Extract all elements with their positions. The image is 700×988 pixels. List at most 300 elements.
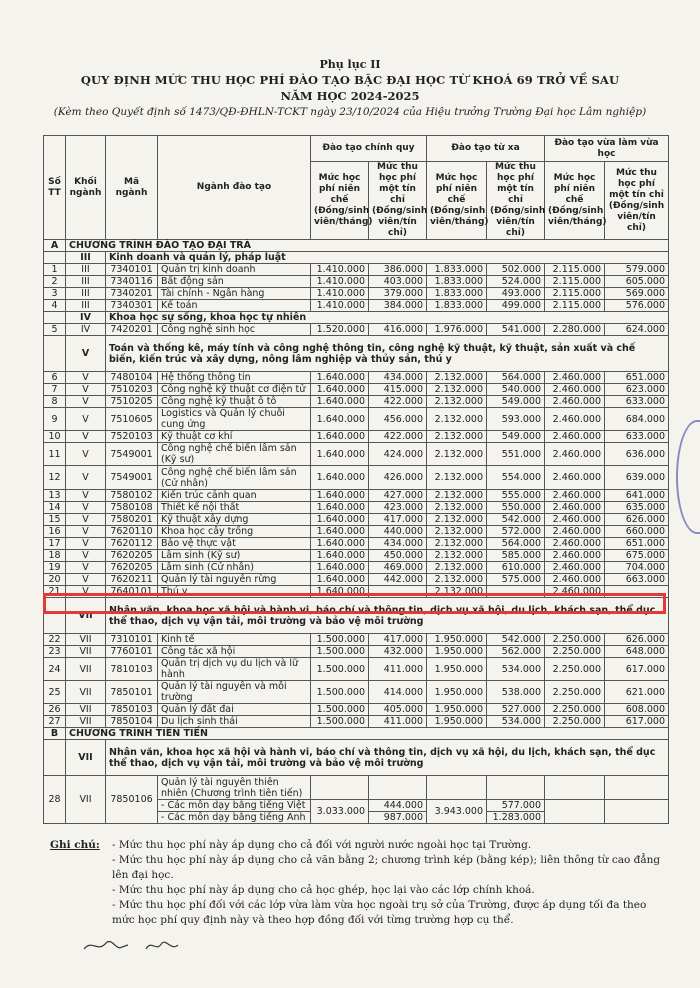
cell-sub-label: - Các môn dạy bằng tiếng Anh — [158, 812, 311, 824]
cell-vlvh-tin-chi: 605.000 — [605, 276, 669, 288]
cell-khoi: III — [66, 264, 106, 276]
section-code: B — [44, 728, 66, 740]
blank-cell — [44, 312, 66, 324]
cell-vlvh-tin-chi: 626.000 — [605, 514, 669, 526]
blank-cell — [545, 800, 605, 824]
cell-ma: 7810103 — [106, 658, 158, 681]
cell-cq-tin-chi: 422.000 — [369, 431, 427, 443]
table-row — [44, 324, 669, 336]
cell-vlvh-nien-che: 2.460.000 — [545, 550, 605, 562]
blank-cell — [311, 776, 369, 800]
cell-cq-tin-chi: 411.000 — [369, 658, 427, 681]
cell-nganh: Kế toán — [158, 300, 311, 312]
cell-cq-tin-chi: 456.000 — [369, 408, 427, 431]
cell-tx-tin-chi: 534.000 — [487, 716, 545, 728]
cell-stt: 5 — [44, 324, 66, 336]
col-header-stt: Số TT — [44, 136, 66, 240]
cell-vlvh-tin-chi: 635.000 — [605, 502, 669, 514]
col-header-vua-lam: Đào tạo vừa làm vừa học — [545, 136, 669, 162]
blank-cell — [369, 776, 427, 800]
group-title: Nhân văn, khoa học xã hội và hành vi, báo chí và thông tin, dịch vụ xã hội, du lịch, khách sạn, thể dục thể thao, dịch vụ vận tải, môi trường và bảo vệ môi trường — [106, 598, 669, 634]
cell-cq-tin-chi: 414.000 — [369, 681, 427, 704]
cell-khoi: V — [66, 514, 106, 526]
cell-cq-tin-chi: 987.000 — [369, 812, 427, 824]
table-row — [44, 526, 669, 538]
group-title: Khoa học sự sống, khoa học tự nhiên — [106, 312, 669, 324]
cell-khoi: V — [66, 466, 106, 490]
cell-tx-tin-chi: 577.000 — [487, 800, 545, 812]
cell-stt: 11 — [44, 443, 66, 466]
cell-khoi: V — [66, 372, 106, 384]
table-row — [44, 288, 669, 300]
cell-stt: 18 — [44, 550, 66, 562]
cell-cq-nien-che: 1.500.000 — [311, 704, 369, 716]
cell-stt: 22 — [44, 634, 66, 646]
cell-vlvh-tin-chi: 651.000 — [605, 538, 669, 550]
cell-nganh: Công nghệ chế biến lâm sản (Kỹ sư) — [158, 443, 311, 466]
table-row — [44, 384, 669, 396]
cell-ma: 7480104 — [106, 372, 158, 384]
cell-vlvh-nien-che: 2.460.000 — [545, 586, 605, 598]
cell-ma: 7510205 — [106, 396, 158, 408]
cell-vlvh-nien-che: 2.250.000 — [545, 704, 605, 716]
cell-stt: 17 — [44, 538, 66, 550]
table-row — [44, 538, 669, 550]
cell-vlvh-nien-che: 2.460.000 — [545, 514, 605, 526]
cell-ma: 7620205 — [106, 550, 158, 562]
cell-cq-nien-che: 1.500.000 — [311, 658, 369, 681]
cell-vlvh-nien-che: 2.460.000 — [545, 384, 605, 396]
cell-khoi: V — [66, 443, 106, 466]
cell-nganh: Lâm sinh (Cử nhân) — [158, 562, 311, 574]
cell-stt: 21 — [44, 586, 66, 598]
table-row — [44, 634, 669, 646]
cell-vlvh-nien-che: 2.460.000 — [545, 466, 605, 490]
cell-khoi: V — [66, 550, 106, 562]
cell-stt: 8 — [44, 396, 66, 408]
cell-cq-tin-chi: 427.000 — [369, 490, 427, 502]
signature-scribble — [82, 935, 192, 957]
cell-stt: 24 — [44, 658, 66, 681]
cell-ma: 7580108 — [106, 502, 158, 514]
group-code: V — [66, 336, 106, 372]
group-code: III — [66, 252, 106, 264]
document-title: QUY ĐỊNH MỨC THU HỌC PHÍ ĐÀO TẠO BẬC ĐẠI HỌC TỪ KHOÁ 69 TRỞ VỀ SAU — [80, 73, 620, 87]
cell-tx-tin-chi: 564.000 — [487, 538, 545, 550]
cell-cq-tin-chi: 411.000 — [369, 716, 427, 728]
cell-tx-tin-chi: 542.000 — [487, 634, 545, 646]
table-row — [44, 681, 669, 704]
cell-tx-tin-chi: 541.000 — [487, 324, 545, 336]
cell-tx-nien-che: 2.132.000 — [427, 466, 487, 490]
cell-khoi: VII — [66, 776, 106, 824]
cell-cq-nien-che: 1.500.000 — [311, 646, 369, 658]
cell-tx-tin-chi: 499.000 — [487, 300, 545, 312]
cell-tx-tin-chi: 538.000 — [487, 681, 545, 704]
cell-stt: 19 — [44, 562, 66, 574]
cell-tx-nien-che: 2.132.000 — [427, 408, 487, 431]
cell-tx-tin-chi: 534.000 — [487, 658, 545, 681]
table-row — [44, 466, 669, 490]
cell-nganh: Du lịch sinh thái — [158, 716, 311, 728]
cell-nganh: Tài chính - Ngân hàng — [158, 288, 311, 300]
cell-cq-tin-chi — [369, 586, 427, 598]
note-item: - Mức thu học phí đối với các lớp vừa làm vừa học ngoài trụ sở của Trường, được áp dụng tối đa theo mức học phí quy định này và theo hợp đồng đối với từng trường hợp cụ thể. — [112, 899, 647, 926]
cell-cq-tin-chi: 416.000 — [369, 324, 427, 336]
table-row — [44, 574, 669, 586]
cell-nganh: Kỹ thuật xây dựng — [158, 514, 311, 526]
section-row — [44, 312, 669, 324]
cell-cq-nien-che: 1.640.000 — [311, 538, 369, 550]
cell-tx-nien-che: 2.132.000 — [427, 502, 487, 514]
cell-vlvh-tin-chi: 639.000 — [605, 466, 669, 490]
cell-ma: 7620110 — [106, 526, 158, 538]
blank-cell — [44, 252, 66, 264]
cell-cq-nien-che: 3.033.000 — [311, 800, 369, 824]
cell-tx-tin-chi: 540.000 — [487, 384, 545, 396]
cell-cq-nien-che: 1.500.000 — [311, 681, 369, 704]
cell-cq-nien-che: 1.640.000 — [311, 384, 369, 396]
school-year: NĂM HỌC 2024-2025 — [280, 89, 420, 103]
cell-tx-tin-chi: 549.000 — [487, 431, 545, 443]
cell-khoi: VII — [66, 704, 106, 716]
cell-ma: 7620112 — [106, 538, 158, 550]
cell-khoi: VII — [66, 634, 106, 646]
cell-tx-tin-chi: 493.000 — [487, 288, 545, 300]
col-header-tin-chi: Mức thu học phí một tín chỉ (Đồng/sinh viên/tín chỉ) — [369, 162, 427, 240]
cell-cq-tin-chi: 442.000 — [369, 574, 427, 586]
cell-stt: 4 — [44, 300, 66, 312]
cell-stt: 1 — [44, 264, 66, 276]
cell-cq-nien-che: 1.640.000 — [311, 514, 369, 526]
table-row — [44, 586, 669, 598]
cell-tx-nien-che: 2.132.000 — [427, 526, 487, 538]
cell-vlvh-nien-che: 2.460.000 — [545, 372, 605, 384]
cell-tx-nien-che: 2.132.000 — [427, 490, 487, 502]
cell-vlvh-nien-che: 2.460.000 — [545, 490, 605, 502]
cell-cq-nien-che: 1.410.000 — [311, 276, 369, 288]
cell-ma: 7580201 — [106, 514, 158, 526]
col-header-chinh-quy: Đào tạo chính quy — [311, 136, 427, 162]
cell-ma: 7340201 — [106, 288, 158, 300]
cell-tx-nien-che: 1.950.000 — [427, 716, 487, 728]
cell-vlvh-nien-che: 2.250.000 — [545, 634, 605, 646]
cell-ma: 7510203 — [106, 384, 158, 396]
cell-tx-nien-che: 1.950.000 — [427, 704, 487, 716]
cell-nganh: Công nghệ kỹ thuật cơ điện tử — [158, 384, 311, 396]
cell-tx-tin-chi: 554.000 — [487, 466, 545, 490]
cell-tx-nien-che: 1.833.000 — [427, 300, 487, 312]
cell-stt: 25 — [44, 681, 66, 704]
cell-khoi: V — [66, 586, 106, 598]
note-item: - Mức thu học phí này áp dụng cho cả đối với người nước ngoài học tại Trường. — [112, 839, 532, 851]
col-header-tu-xa: Đào tạo từ xa — [427, 136, 545, 162]
cell-stt: 27 — [44, 716, 66, 728]
cell-vlvh-nien-che: 2.250.000 — [545, 716, 605, 728]
cell-vlvh-tin-chi: 651.000 — [605, 372, 669, 384]
cell-cq-tin-chi: 432.000 — [369, 646, 427, 658]
decision-note: (Kèm theo Quyết định số 1473/QĐ-ĐHLN-TCKT ngày 23/10/2024 của Hiệu trưởng Trường Đại học Lâm nghiệp) — [53, 106, 647, 118]
blank-cell — [605, 800, 669, 824]
cell-ma: 7850104 — [106, 716, 158, 728]
cell-sub-label: - Các môn dạy bằng tiếng Việt — [158, 800, 311, 812]
cell-cq-tin-chi: 440.000 — [369, 526, 427, 538]
cell-cq-nien-che: 1.640.000 — [311, 396, 369, 408]
cell-cq-nien-che: 1.640.000 — [311, 490, 369, 502]
fee-table — [43, 135, 669, 824]
cell-tx-tin-chi: 564.000 — [487, 372, 545, 384]
cell-vlvh-nien-che: 2.460.000 — [545, 574, 605, 586]
cell-tx-nien-che: 2.132.000 — [427, 562, 487, 574]
cell-vlvh-tin-chi: 633.000 — [605, 431, 669, 443]
cell-cq-tin-chi: 384.000 — [369, 300, 427, 312]
cell-vlvh-tin-chi: 608.000 — [605, 704, 669, 716]
cell-nganh: Bảo vệ thực vật — [158, 538, 311, 550]
cell-vlvh-tin-chi: 617.000 — [605, 658, 669, 681]
cell-nganh: Hệ thống thông tin — [158, 372, 311, 384]
cell-cq-nien-che: 1.410.000 — [311, 288, 369, 300]
cell-cq-tin-chi: 415.000 — [369, 384, 427, 396]
cell-nganh: Quản lý tài nguyên thiên nhiên (Chương trình tiên tiến) — [158, 776, 311, 800]
cell-cq-tin-chi: 424.000 — [369, 443, 427, 466]
cell-khoi: V — [66, 502, 106, 514]
blank-cell — [44, 740, 66, 776]
cell-stt: 14 — [44, 502, 66, 514]
cell-cq-nien-che: 1.640.000 — [311, 574, 369, 586]
cell-vlvh-nien-che: 2.115.000 — [545, 276, 605, 288]
cell-ma: 7340116 — [106, 276, 158, 288]
cell-tx-tin-chi: 610.000 — [487, 562, 545, 574]
table-row — [44, 716, 669, 728]
cell-khoi: VII — [66, 658, 106, 681]
cell-ma: 7510605 — [106, 408, 158, 431]
col-header-nien-che: Mức học phí niên chế (Đồng/sinh viên/tháng) — [545, 162, 605, 240]
table-row — [44, 408, 669, 431]
cell-vlvh-nien-che: 2.280.000 — [545, 324, 605, 336]
cell-stt: 9 — [44, 408, 66, 431]
table-row — [44, 502, 669, 514]
blank-cell — [487, 776, 545, 800]
cell-ma: 7549001 — [106, 443, 158, 466]
cell-khoi: VII — [66, 716, 106, 728]
cell-stt: 20 — [44, 574, 66, 586]
cell-cq-tin-chi: 417.000 — [369, 514, 427, 526]
cell-nganh: Kiến trúc cảnh quan — [158, 490, 311, 502]
cell-tx-nien-che: 2.132.000 — [427, 384, 487, 396]
col-header-khoi: Khối ngành — [66, 136, 106, 240]
cell-nganh: Thiết kế nội thất — [158, 502, 311, 514]
cell-nganh: Công nghệ kỹ thuật ô tô — [158, 396, 311, 408]
cell-cq-nien-che: 1.640.000 — [311, 443, 369, 466]
group-title: Toán và thống kê, máy tính và công nghệ thông tin, công nghệ kỹ thuật, kỹ thuật, sản xuất và chế biến, kiến trúc và xây dựng, nông lâm nghiệp và thủy sản, thú y — [106, 336, 669, 372]
group-code: IV — [66, 312, 106, 324]
col-header-nganh: Ngành đào tạo — [158, 136, 311, 240]
table-row — [44, 443, 669, 466]
cell-khoi: IV — [66, 324, 106, 336]
cell-tx-tin-chi: 527.000 — [487, 704, 545, 716]
cell-ma: 7620211 — [106, 574, 158, 586]
cell-tx-nien-che: 2.132.000 — [427, 550, 487, 562]
cell-stt: 12 — [44, 466, 66, 490]
cell-cq-tin-chi: 434.000 — [369, 538, 427, 550]
cell-cq-tin-chi: 417.000 — [369, 634, 427, 646]
cell-cq-nien-che: 1.520.000 — [311, 324, 369, 336]
cell-ma: 7640101 — [106, 586, 158, 598]
cell-khoi: V — [66, 408, 106, 431]
cell-tx-tin-chi: 524.000 — [487, 276, 545, 288]
cell-khoi: V — [66, 384, 106, 396]
cell-vlvh-tin-chi: 576.000 — [605, 300, 669, 312]
cell-tx-tin-chi: 593.000 — [487, 408, 545, 431]
cell-cq-tin-chi: 434.000 — [369, 372, 427, 384]
cell-vlvh-tin-chi: 641.000 — [605, 490, 669, 502]
cell-cq-tin-chi: 379.000 — [369, 288, 427, 300]
cell-nganh: Khoa học cây trồng — [158, 526, 311, 538]
cell-cq-tin-chi: 403.000 — [369, 276, 427, 288]
section-row — [44, 336, 669, 372]
cell-vlvh-nien-che: 2.250.000 — [545, 646, 605, 658]
cell-khoi: V — [66, 490, 106, 502]
cell-nganh: Thú y — [158, 586, 311, 598]
cell-tx-nien-che: 1.950.000 — [427, 634, 487, 646]
cell-cq-nien-che: 1.410.000 — [311, 264, 369, 276]
section-title: CHƯƠNG TRÌNH TIÊN TIẾN — [66, 728, 669, 740]
cell-ma: 7340101 — [106, 264, 158, 276]
col-header-nien-che: Mức học phí niên chế (Đồng/sinh viên/tháng) — [427, 162, 487, 240]
cell-tx-nien-che: 2.132.000 — [427, 372, 487, 384]
cell-tx-tin-chi: 542.000 — [487, 514, 545, 526]
table-row — [44, 372, 669, 384]
cell-vlvh-nien-che: 2.460.000 — [545, 538, 605, 550]
cell-tx-nien-che: 1.950.000 — [427, 681, 487, 704]
cell-tx-tin-chi: 551.000 — [487, 443, 545, 466]
cell-tx-tin-chi: 585.000 — [487, 550, 545, 562]
section-title: CHƯƠNG TRÌNH ĐÀO TẠO ĐẠI TRÀ — [66, 240, 669, 252]
section-code: A — [44, 240, 66, 252]
section-row — [44, 240, 669, 252]
col-header-nien-che: Mức học phí niên chế (Đồng/sinh viên/tháng) — [311, 162, 369, 240]
note-item: - Mức thu học phí này áp dụng cho cả học ghép, học lại vào các lớp chính khoá. — [112, 884, 535, 896]
group-code: VII — [66, 598, 106, 634]
cell-nganh: Công tác xã hội — [158, 646, 311, 658]
cell-tx-nien-che: 2.132.000 — [427, 514, 487, 526]
group-code: VII — [66, 740, 106, 776]
cell-tx-tin-chi: 550.000 — [487, 502, 545, 514]
cell-vlvh-tin-chi: 626.000 — [605, 634, 669, 646]
cell-vlvh-nien-che: 2.460.000 — [545, 526, 605, 538]
document-header — [0, 58, 700, 118]
cell-ma: 7420201 — [106, 324, 158, 336]
cell-vlvh-nien-che: 2.460.000 — [545, 562, 605, 574]
cell-cq-nien-che: 1.640.000 — [311, 466, 369, 490]
cell-cq-nien-che: 1.640.000 — [311, 526, 369, 538]
cell-khoi: V — [66, 396, 106, 408]
cell-cq-nien-che: 1.640.000 — [311, 431, 369, 443]
cell-tx-nien-che: 1.950.000 — [427, 646, 487, 658]
section-row — [44, 598, 669, 634]
cell-cq-tin-chi: 444.000 — [369, 800, 427, 812]
cell-tx-nien-che: 1.950.000 — [427, 658, 487, 681]
cell-ma: 7340301 — [106, 300, 158, 312]
cell-stt: 6 — [44, 372, 66, 384]
table-row — [44, 514, 669, 526]
cell-cq-nien-che: 1.500.000 — [311, 716, 369, 728]
cell-nganh: Quản trị dịch vụ du lịch và lữ hành — [158, 658, 311, 681]
cell-vlvh-nien-che: 2.115.000 — [545, 300, 605, 312]
cell-vlvh-nien-che: 2.460.000 — [545, 396, 605, 408]
cell-cq-nien-che: 1.640.000 — [311, 550, 369, 562]
blank-cell — [545, 776, 605, 800]
cell-khoi: III — [66, 276, 106, 288]
cell-khoi: VII — [66, 646, 106, 658]
cell-tx-nien-che: 1.976.000 — [427, 324, 487, 336]
table-row — [44, 300, 669, 312]
cell-cq-tin-chi: 469.000 — [369, 562, 427, 574]
cell-cq-nien-che: 1.410.000 — [311, 300, 369, 312]
cell-tx-nien-che: 1.833.000 — [427, 288, 487, 300]
cell-ma: 7620205 — [106, 562, 158, 574]
cell-vlvh-tin-chi: 624.000 — [605, 324, 669, 336]
cell-stt: 13 — [44, 490, 66, 502]
cell-ma: 7580102 — [106, 490, 158, 502]
cell-cq-tin-chi: 386.000 — [369, 264, 427, 276]
cell-tx-tin-chi: 572.000 — [487, 526, 545, 538]
cell-nganh: Quản lý tài nguyên rừng — [158, 574, 311, 586]
col-header-tin-chi: Mức thu học phí một tín chỉ (Đồng/sinh viên/tín chỉ) — [487, 162, 545, 240]
cell-vlvh-tin-chi: 663.000 — [605, 574, 669, 586]
cell-khoi: V — [66, 538, 106, 550]
section-row — [44, 252, 669, 264]
blank-cell — [427, 776, 487, 800]
col-header-ma: Mã ngành — [106, 136, 158, 240]
cell-stt: 3 — [44, 288, 66, 300]
cell-nganh: Công nghệ chế biến lâm sản (Cử nhân) — [158, 466, 311, 490]
cell-vlvh-tin-chi: 675.000 — [605, 550, 669, 562]
table-row — [44, 431, 669, 443]
cell-vlvh-tin-chi: 660.000 — [605, 526, 669, 538]
table-row — [44, 646, 669, 658]
cell-tx-nien-che: 2.132.000 — [427, 586, 487, 598]
cell-ma: 7850101 — [106, 681, 158, 704]
group-title: Kinh doanh và quản lý, pháp luật — [106, 252, 669, 264]
cell-tx-tin-chi: 575.000 — [487, 574, 545, 586]
cell-tx-nien-che: 1.833.000 — [427, 264, 487, 276]
cell-khoi: V — [66, 574, 106, 586]
cell-ma: 7850106 — [106, 776, 158, 824]
cell-vlvh-tin-chi: 579.000 — [605, 264, 669, 276]
table-row — [44, 776, 669, 800]
cell-vlvh-tin-chi: 617.000 — [605, 716, 669, 728]
stamp-edge — [676, 420, 700, 534]
table-row — [44, 490, 669, 502]
cell-vlvh-nien-che: 2.460.000 — [545, 502, 605, 514]
cell-stt: 7 — [44, 384, 66, 396]
cell-vlvh-nien-che: 2.250.000 — [545, 658, 605, 681]
notes-block — [50, 838, 670, 928]
cell-vlvh-tin-chi: 621.000 — [605, 681, 669, 704]
cell-vlvh-nien-che: 2.250.000 — [545, 681, 605, 704]
cell-cq-nien-che: 1.640.000 — [311, 372, 369, 384]
cell-vlvh-tin-chi: 569.000 — [605, 288, 669, 300]
cell-ma: 7760101 — [106, 646, 158, 658]
section-row — [44, 740, 669, 776]
cell-stt: 26 — [44, 704, 66, 716]
cell-cq-nien-che: 1.640.000 — [311, 562, 369, 574]
cell-nganh: Quản lý tài nguyên và môi trường — [158, 681, 311, 704]
cell-stt: 15 — [44, 514, 66, 526]
cell-khoi: VII — [66, 681, 106, 704]
appendix-label: Phụ lục II — [319, 58, 381, 71]
